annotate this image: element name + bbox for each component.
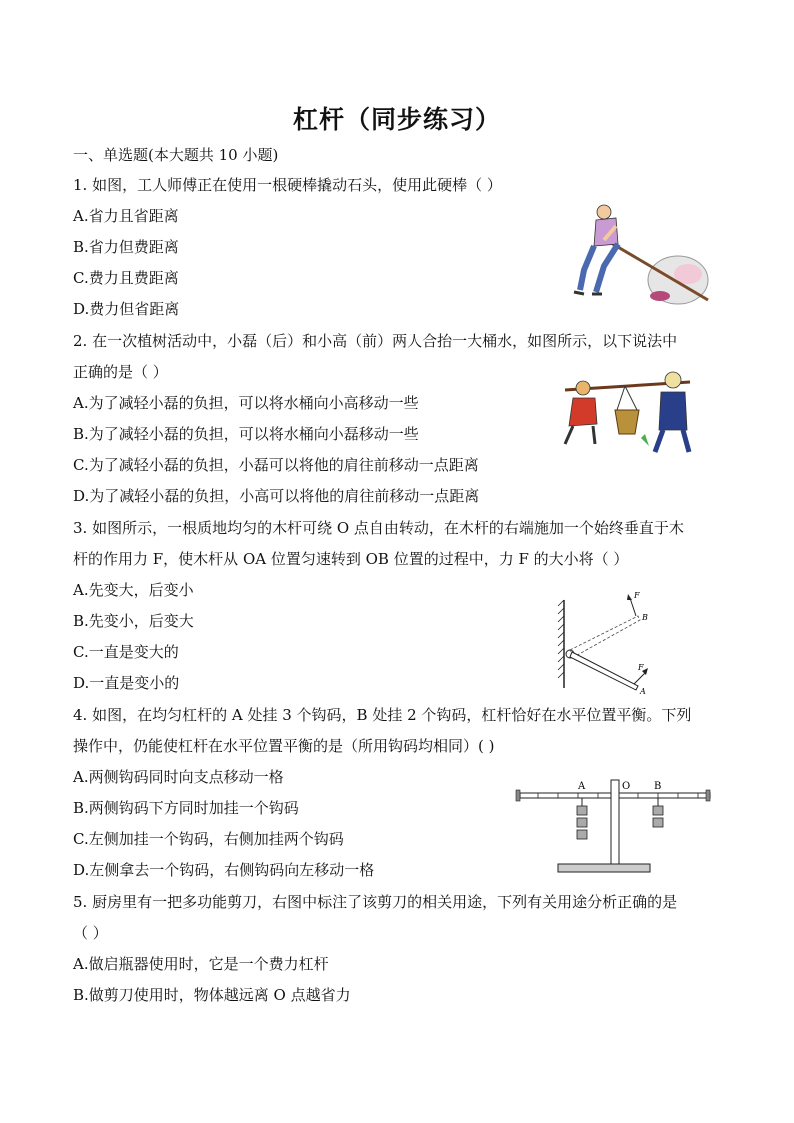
q2-option-a: A.为了减轻小磊的负担，可以将水桶向小高移动一些: [73, 394, 419, 412]
worker-lever-illustration: [560, 200, 720, 310]
q4-option-b: B.两侧钩码下方同时加挂一个钩码: [73, 799, 299, 817]
lever-label-a: A: [578, 781, 586, 792]
q4-option-a: A.两侧钩码同时向支点移动一格: [73, 768, 284, 786]
force-label-bottom: F: [638, 663, 644, 672]
q4-option-d: D.左侧拿去一个钩码，右侧钩码向左移动一格: [73, 861, 375, 879]
q2-option-c: C.为了减轻小磊的负担，小磊可以将他的肩往前移动一点距离: [73, 456, 479, 474]
point-label-a: A: [640, 687, 646, 695]
q3-option-a: A.先变大，后变小: [73, 581, 194, 599]
q1-option-a: A.省力且省距离: [73, 207, 179, 225]
balanced-lever-diagram: [512, 776, 712, 880]
q5-option-b: B.做剪刀使用时，物体越远离 O 点越省力: [73, 986, 351, 1004]
q2-option-d: D.为了减轻小磊的负担，小高可以将他的肩往前移动一点距离: [73, 487, 480, 505]
question-4-stem: 4. 如图，在均匀杠杆的 A 处挂 3 个钩码，B 处挂 2 个钩码，杠杆恰好在水平位置平衡。下列: [73, 706, 692, 724]
two-carriers-bucket-illustration: [555, 368, 705, 458]
rotating-rod-diagram: [550, 580, 660, 695]
q1-option-b: B.省力但费距离: [73, 238, 179, 256]
question-2-stem-cont: 正确的是（ ）: [73, 363, 168, 381]
question-1-stem: 1. 如图，工人师傅正在使用一根硬棒撬动石头，使用此硬棒（ ）: [73, 176, 502, 194]
question-3-stem: 3. 如图所示，一根质地均匀的木杆可绕 O 点自由转动，在木杆的右端施加一个始终垂直于木: [73, 519, 684, 537]
q3-option-c: C.一直是变大的: [73, 643, 179, 661]
point-label-b: B: [642, 613, 648, 622]
q3-option-b: B.先变小，后变大: [73, 612, 194, 630]
page-title: 杠杆（同步练习）: [292, 105, 501, 134]
q1-option-c: C.费力且费距离: [73, 269, 179, 287]
question-5-stem-cont: （ ）: [73, 924, 108, 942]
force-label-top: F: [634, 591, 640, 600]
question-5-stem: 5. 厨房里有一把多功能剪刀，右图中标注了该剪刀的相关用途，下列有关用途分析正确的是: [73, 893, 678, 911]
lever-label-b: B: [654, 781, 662, 792]
q2-option-b: B.为了减轻小磊的负担，可以将水桶向小磊移动一些: [73, 425, 419, 443]
section-heading: 一、单选题(本大题共 10 小题): [73, 146, 279, 164]
q4-option-c: C.左侧加挂一个钩码，右侧加挂两个钩码: [73, 830, 344, 848]
q3-option-d: D.一直是变小的: [73, 674, 180, 692]
q1-option-d: D.费力但省距离: [73, 300, 180, 318]
question-4-stem-cont: 操作中，仍能使杠杆在水平位置平衡的是（所用钩码均相同）( ): [73, 737, 495, 755]
question-3-stem-cont: 杆的作用力 F，使木杆从 OA 位置匀速转到 OB 位置的过程中，力 F 的大小将（ ）: [73, 550, 629, 568]
question-2-stem: 2. 在一次植树活动中，小磊（后）和小高（前）两人合抬一大桶水，如图所示，以下说法中: [73, 332, 678, 350]
lever-label-o: O: [622, 781, 631, 792]
q5-option-a: A.做启瓶器使用时，它是一个费力杠杆: [73, 955, 329, 973]
